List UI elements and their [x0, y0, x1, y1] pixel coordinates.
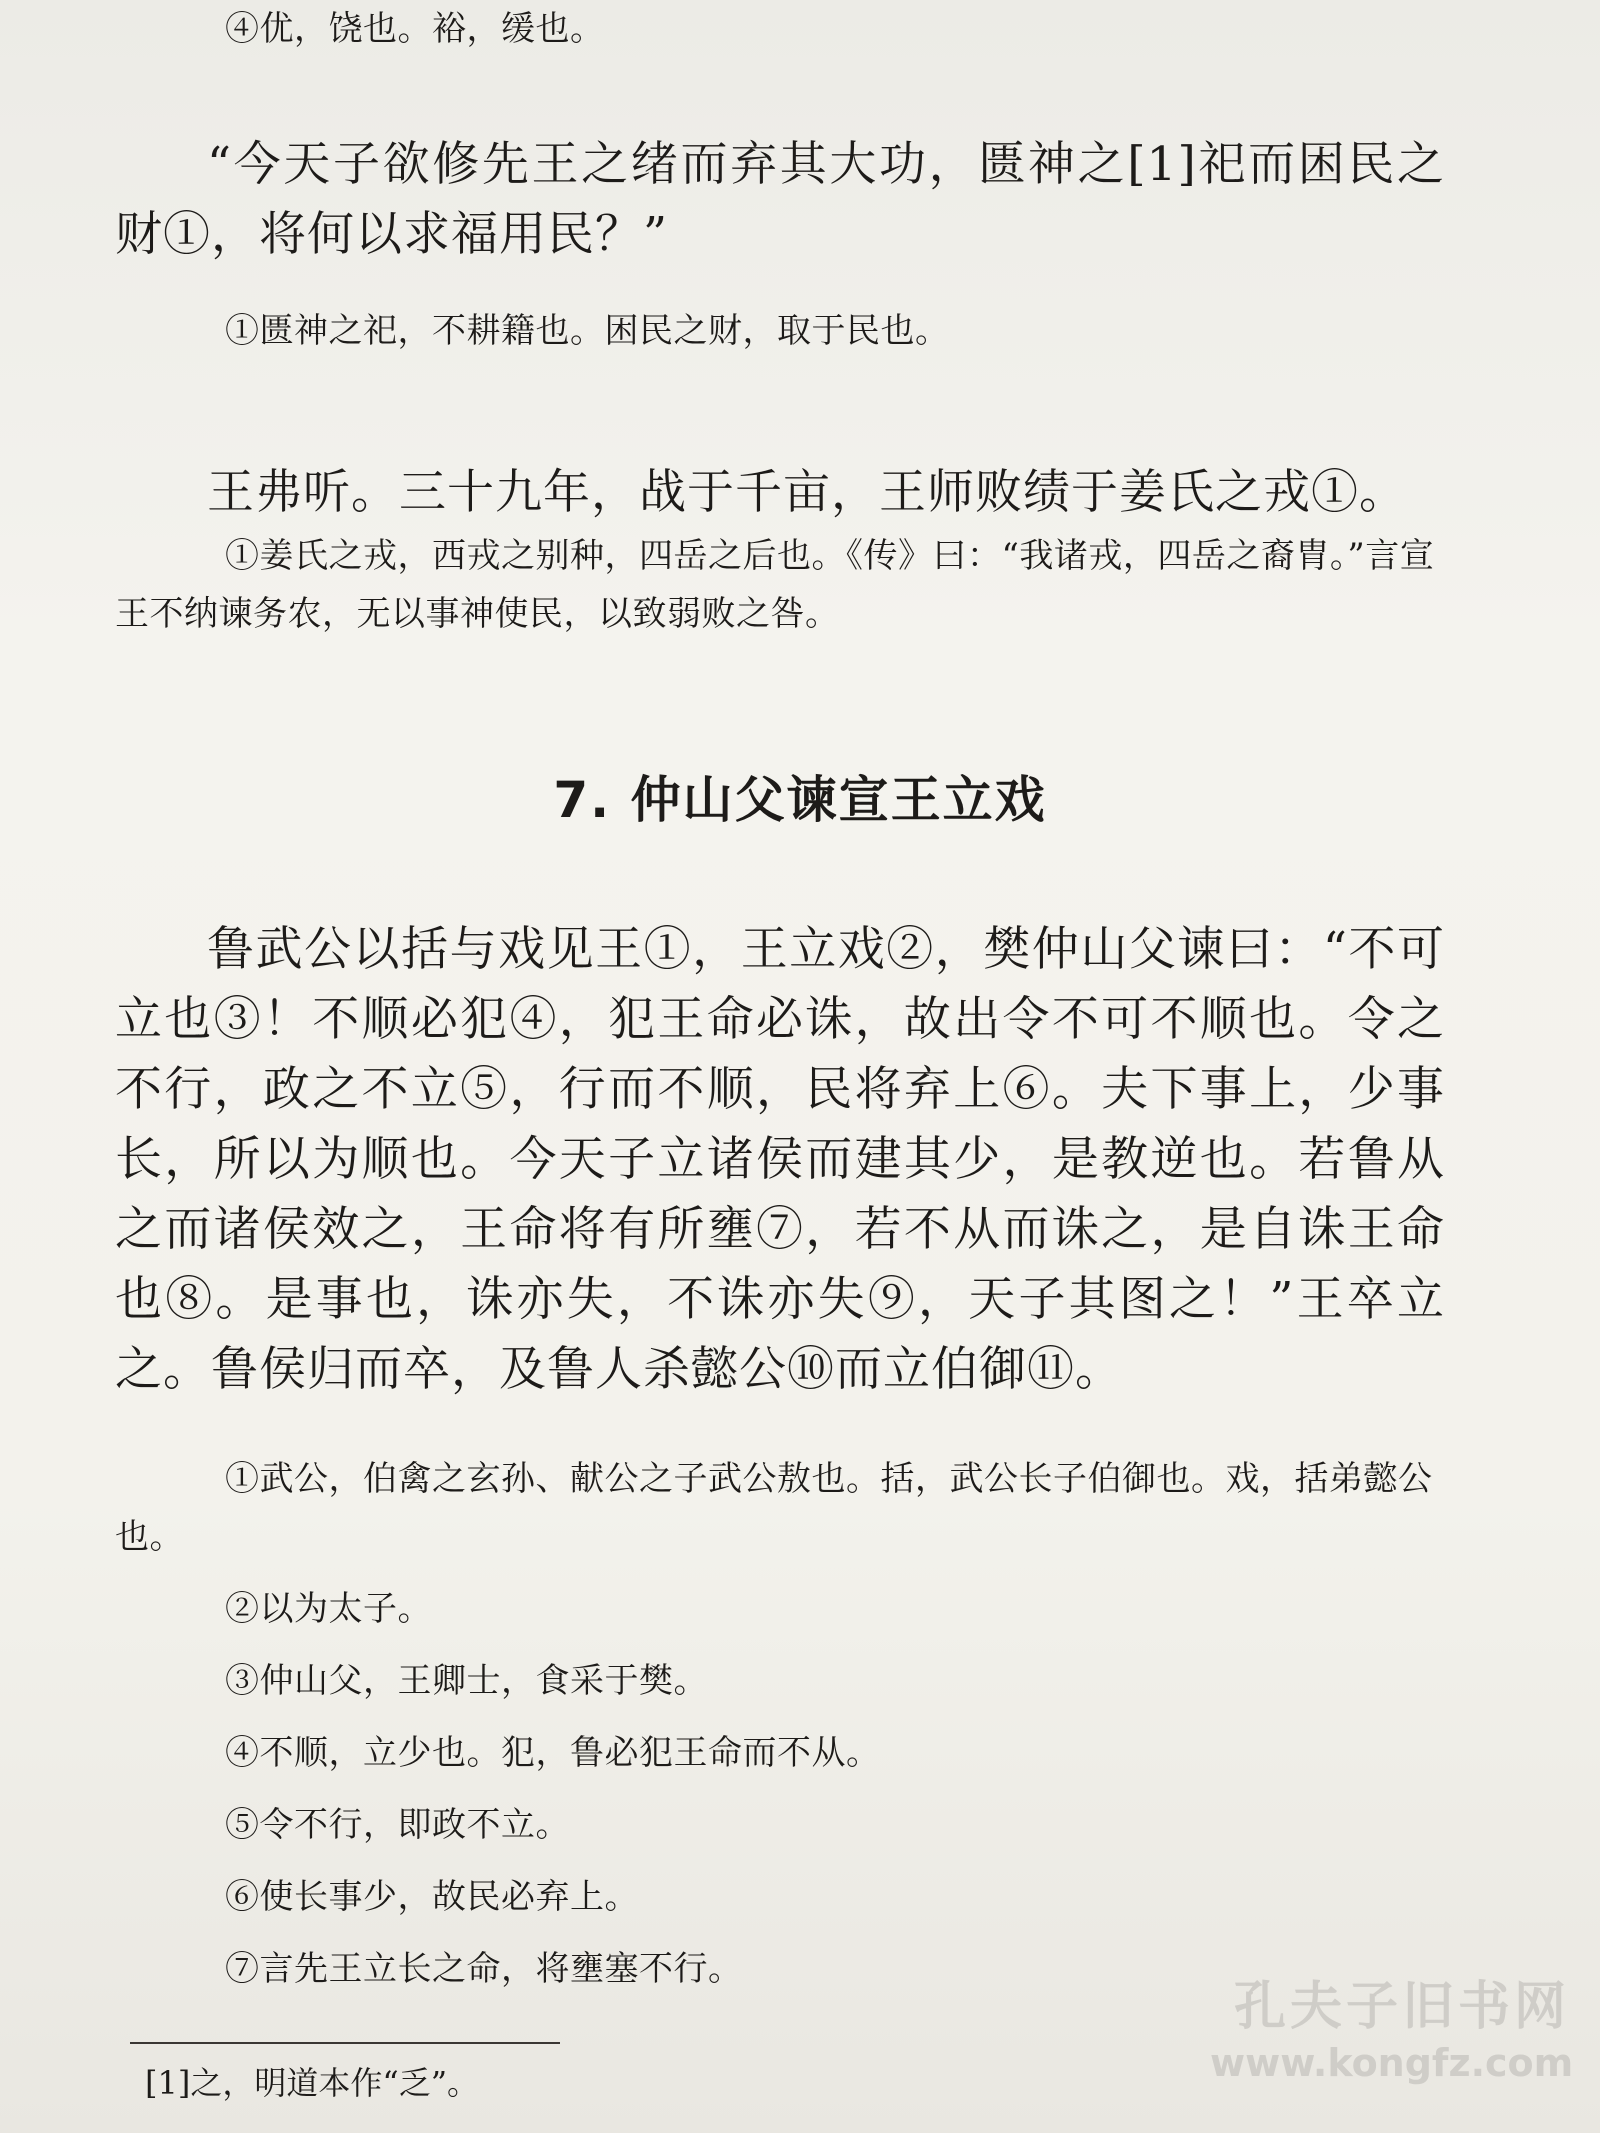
note-item: ⑥使长事少，故民必弃上。 [225, 1877, 639, 1917]
note-item: ②以为太子。 [225, 1589, 432, 1629]
note-line: ④优，饶也。裕，缓也。 [225, 9, 605, 49]
watermark [1210, 1975, 1574, 2087]
top-note [115, 0, 1445, 58]
section-heading: 7. 仲山父谏宣王立戏 [553, 771, 1047, 829]
note-2: ①姜氏之戎，西戎之别种，四岳之后也。《传》曰：“我诸戎，四岳之裔胄。”言宣王不纳谏务农，无以事神使民，以致弱败之咎。 [115, 536, 1435, 634]
paragraph-3: 鲁武公以括与戏见王①，王立戏②，樊仲山父谏曰：“不可立也③！不顺必犯④，犯王命必诛，故出令不可不顺也。令之不行，政之不立⑤，行而不顺，民将弃上⑥。夫下事上，少事长，所以为顺也。今天子立诸侯而建其少，是教逆也。若鲁从之而诸侯效之，王命将有所壅⑦，若不从而诛之，是自诛王命也⑧。是事也，诛亦失，不诛亦失⑨，天子其图之！”王卒立之。鲁侯归而卒，及鲁人杀懿公⑩而立伯御⑪。 [115, 922, 1445, 1397]
note-item: ④不顺，立少也。犯，鲁必犯王命而不从。 [225, 1733, 881, 1773]
paragraph-1: “今天子欲修先王之绪而弃其大功，匮神之[1]祀而困民之财①，将何以求福用民？” [115, 137, 1445, 262]
note-item: ⑤令不行，即政不立。 [225, 1805, 570, 1845]
watermark-title: 孔夫子旧书网 [1233, 1977, 1570, 2037]
note-item: ①武公，伯禽之玄孙、献公之子武公敖也。括，武公长子伯御也。戏，括弟懿公也。 [115, 1459, 1433, 1557]
footnote: [1]之，明道本作“乏”。 [145, 2064, 480, 2102]
paragraph-2: 王弗听。三十九年，战于千亩，王师败绩于姜氏之戎①。 [207, 465, 1407, 520]
notes-list [115, 1450, 1445, 1998]
note-1 [115, 302, 1445, 360]
note-item: ⑦言先王立长之命，将壅塞不行。 [225, 1949, 743, 1989]
note-line: ①匮神之祀，不耕籍也。困民之财，取于民也。 [225, 311, 950, 351]
note-item: ③仲山父，王卿士，食采于樊。 [225, 1661, 708, 1701]
watermark-url: www.kongfz.com [1210, 2041, 1574, 2085]
footnote-divider [130, 2042, 560, 2044]
